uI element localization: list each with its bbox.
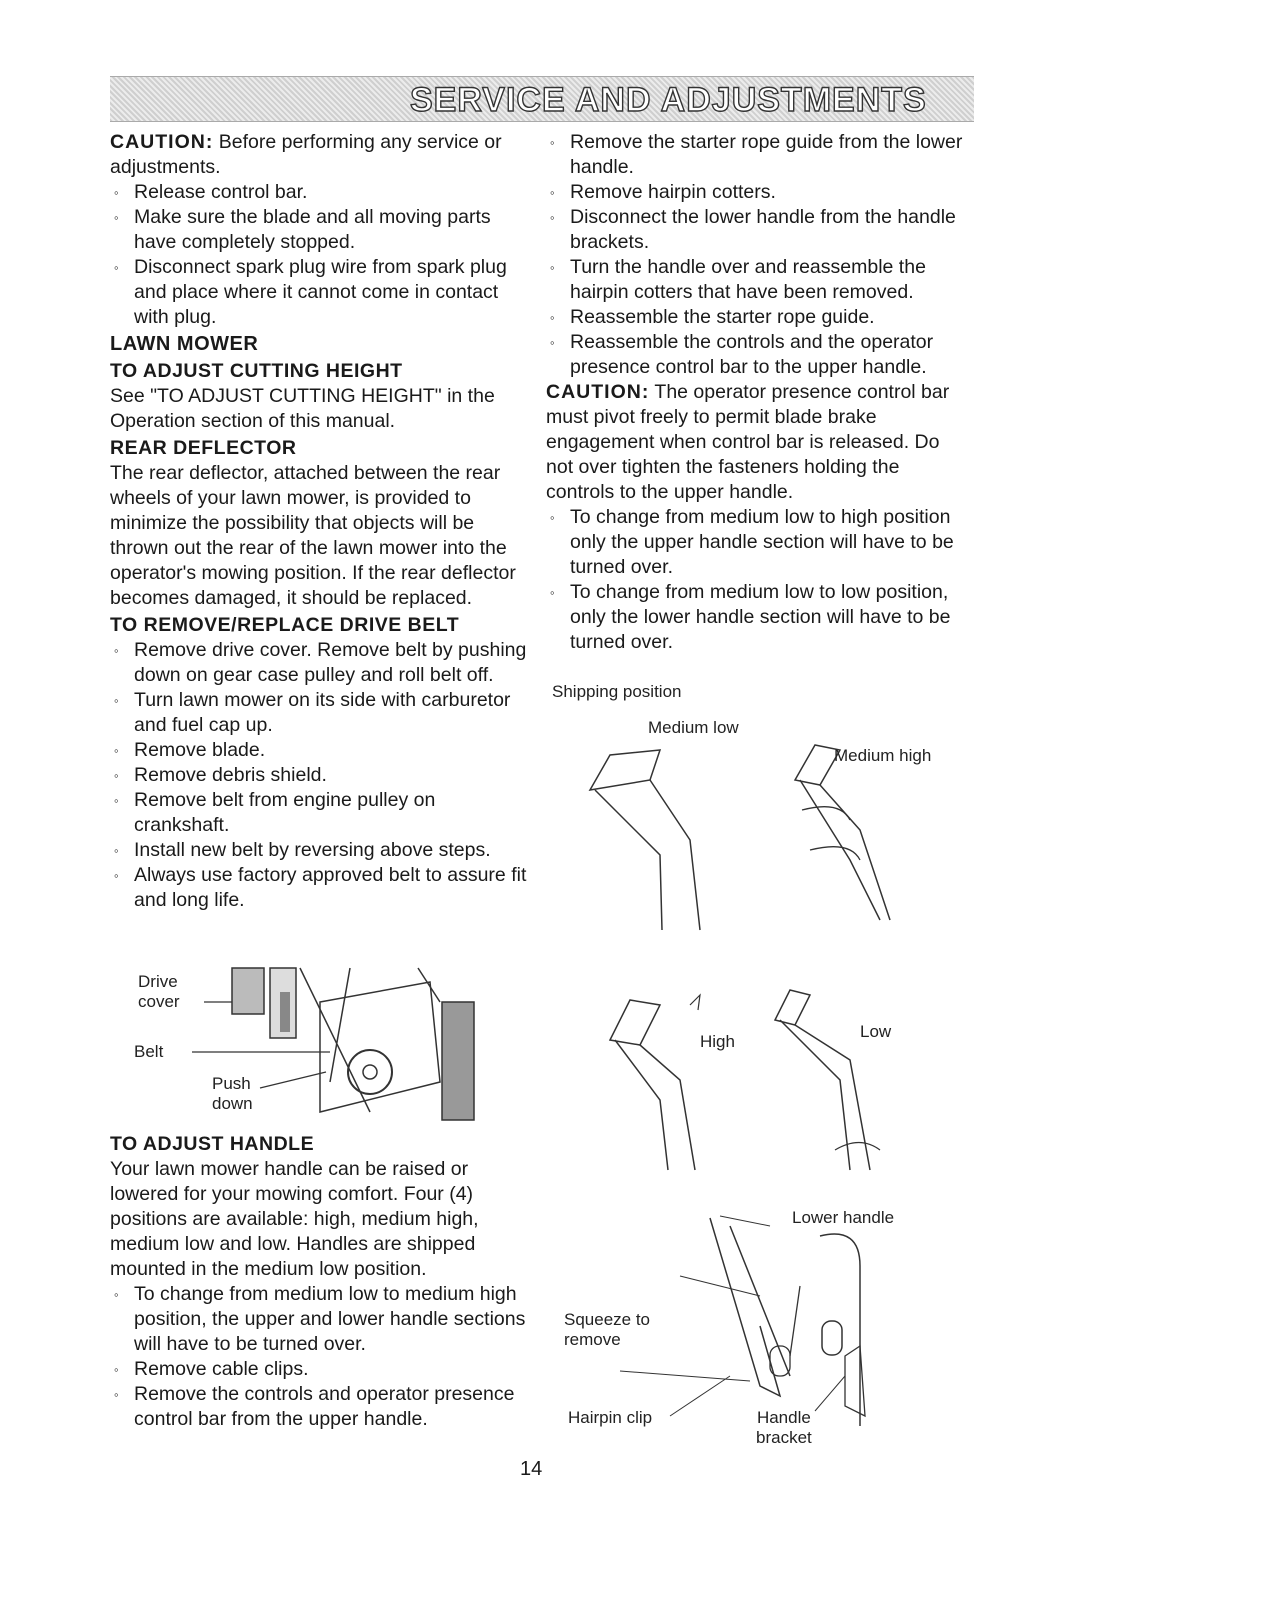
label-handle-bracket: Handle bracket: [756, 1408, 812, 1447]
label-shipping-position: Shipping position: [552, 682, 682, 701]
list-item: ◦ To change from medium low to high position only the upper handle section will have to be turned over.: [546, 505, 966, 580]
caution-list: [110, 180, 530, 330]
handle-bracket-figure: [560, 1206, 930, 1456]
heading-cutting-height: TO ADJUST CUTTING HEIGHT: [110, 360, 403, 382]
list-item: ◦ Release control bar.: [110, 180, 530, 205]
page-number: 14: [520, 1458, 543, 1480]
list-item: ◦ Turn the handle over and reassemble the hairpin cotters that have been removed.: [546, 255, 966, 305]
list-item: ◦ Remove debris shield.: [110, 763, 530, 788]
label-medium-high: Medium high: [834, 746, 932, 765]
list-item: ◦ Always use factory approved belt to assure fit and long life.: [110, 863, 530, 913]
list-item: ◦ Reassemble the starter rope guide.: [546, 305, 966, 330]
list-item: ◦ Remove the controls and operator presence control bar from the upper handle.: [110, 1382, 530, 1432]
caution-label: CAUTION:: [110, 131, 214, 153]
left-column-lower: [110, 1130, 530, 1432]
list-item: ◦ Reassemble the controls and the operator presence control bar to the upper handle.: [546, 330, 966, 380]
label-squeeze-to-remove: Squeeze to remove: [564, 1310, 651, 1349]
handle-steps-list: [546, 130, 966, 380]
drive-belt-figure: [130, 962, 480, 1126]
heading-lawn-mower: LAWN MOWER: [110, 333, 259, 355]
list-item: ◦ Remove hairpin cotters.: [546, 180, 966, 205]
list-item: ◦ To change from medium low to low position, only the lower handle section will have to be turned over.: [546, 580, 966, 655]
drive-belt-diagram: [130, 962, 480, 1126]
handle-list: [110, 1282, 530, 1432]
heading-adjust-handle: TO ADJUST HANDLE: [110, 1133, 315, 1155]
list-item: ◦ Install new belt by reversing above steps.: [110, 838, 530, 863]
handle-text: Your lawn mower handle can be raised or lowered for your mowing comfort. Four (4) positions are available: high, medium high, medium low and low. Handles are shipped mounted in the medium low position.: [110, 1158, 479, 1280]
rear-deflector-text: The rear deflector, attached between the rear wheels of your lawn mower, is provided to minimize the possibility that objects will be thrown out the rear of the lawn mower into the operator's mowing position. If the rear deflector becomes damaged, it should be replaced.: [110, 462, 516, 609]
heading-rear-deflector: REAR DEFLECTOR: [110, 437, 297, 459]
caution-text: The operator presence control bar must pivot freely to permit blade brake engagement when control bar is released. Do not over tighten the fasteners holding the controls to the upper handle.: [546, 381, 950, 503]
caution-block-2: [546, 380, 966, 505]
label-lower-handle: Lower handle: [792, 1208, 895, 1227]
list-item: ◦ Make sure the blade and all moving parts have completely stopped.: [110, 205, 530, 255]
caution-text: Before performing any service or adjustments.: [110, 131, 502, 178]
list-item: ◦ Remove drive cover. Remove belt by pushing down on gear case pulley and roll belt off.: [110, 638, 530, 688]
list-item: ◦ Turn lawn mower on its side with carburetor and fuel cap up.: [110, 688, 530, 738]
caution-label: CAUTION:: [546, 381, 650, 403]
label-high: High: [700, 1032, 735, 1051]
section-title: SERVICE AND ADJUSTMENTS: [410, 81, 927, 119]
caution-block: [110, 130, 530, 180]
label-drive-cover: Drive cover: [138, 972, 180, 1011]
left-column: [110, 130, 530, 913]
handle-positions-figure: [550, 680, 950, 1190]
label-low: Low: [860, 1022, 892, 1041]
label-medium-low: Medium low: [648, 718, 739, 737]
section-banner: [110, 76, 974, 122]
list-item: ◦ Remove the starter rope guide from the lower handle.: [546, 130, 966, 180]
list-item: ◦ Disconnect spark plug wire from spark plug and place where it cannot come in contact with plug.: [110, 255, 530, 330]
right-column: [546, 130, 966, 655]
label-hairpin-clip: Hairpin clip: [568, 1408, 653, 1427]
heading-drive-belt: TO REMOVE/REPLACE DRIVE BELT: [110, 614, 460, 636]
label-belt: Belt: [134, 1042, 164, 1061]
position-change-list: [546, 505, 966, 655]
drive-belt-list: [110, 638, 530, 913]
list-item: ◦ Remove cable clips.: [110, 1357, 530, 1382]
list-item: ◦ Remove belt from engine pulley on crankshaft.: [110, 788, 530, 838]
list-item: ◦ Disconnect the lower handle from the handle brackets.: [546, 205, 966, 255]
label-push-down: Push down: [212, 1074, 253, 1113]
list-item: ◦ Remove blade.: [110, 738, 530, 763]
list-item: ◦ To change from medium low to medium high position, the upper and lower handle sections will have to be turned over.: [110, 1282, 530, 1357]
cutting-height-text: See "TO ADJUST CUTTING HEIGHT" in the Operation section of this manual.: [110, 385, 495, 432]
